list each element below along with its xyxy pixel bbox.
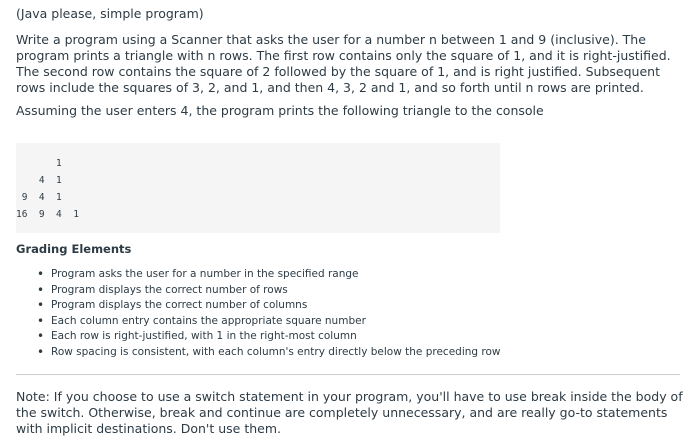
bullet-icon: • — [37, 298, 45, 312]
output-line-2: 4 1 — [16, 175, 62, 186]
output-line-4: 16 9 4 1 — [16, 209, 79, 220]
bullet-icon: • — [37, 282, 45, 297]
bullet-icon: • — [37, 344, 45, 359]
output-line-3: 9 4 1 — [16, 192, 62, 203]
grading-item-text: Program displays the correct number of rows — [51, 283, 288, 296]
assignment-content — [16, 6, 684, 437]
output-line-1: 1 — [16, 158, 62, 169]
grading-item-text: Each column entry contains the appropriate square number — [51, 314, 366, 327]
grading-item — [37, 344, 684, 361]
section-divider — [16, 374, 680, 375]
grading-item — [37, 313, 684, 330]
grading-item — [37, 298, 684, 314]
grading-item-text: Program asks the user for a number in the specified range — [51, 268, 359, 280]
grading-item — [37, 282, 684, 299]
grading-item-text: Each row is right-justified, with 1 in the right-most column — [51, 330, 357, 342]
grading-heading: Grading Elements — [16, 242, 132, 256]
example-intro: Assuming the user enters 4, the program prints the following triangle to the console — [16, 103, 544, 118]
grading-list — [16, 267, 684, 360]
switch-note: Note: If you choose to use a switch statement in your program, you'll have to use break inside the body of the switch. Otherwise, break and continue are completely unnecessary, and are really go-to statements with implicit destinations. Don't use them. — [16, 389, 683, 436]
assignment-title: (Java please, simple program) — [16, 6, 204, 21]
problem-description: Write a program using a Scanner that asks the user for a number n between 1 and 9 (inclusive). The program prints a triangle with n rows. The first row contains only the square of 1, and it is right-justified. The second row contains the square of 2 followed by the square of 1, and is right justified. Subsequent rows include the squares of 3, 2, and 1, and then 4, 3, 2 and 1, and so forth until n rows are printed. — [16, 32, 671, 95]
grading-item-text: Program displays the correct number of columns — [51, 299, 308, 311]
example-output-block — [16, 143, 500, 233]
bullet-icon: • — [37, 313, 45, 328]
grading-item-text: Row spacing is consistent, with each column's entry directly below the preceding row — [51, 345, 501, 358]
grading-item — [37, 267, 684, 283]
bullet-icon: • — [37, 267, 45, 281]
bullet-icon: • — [37, 329, 45, 343]
grading-item — [37, 329, 684, 345]
